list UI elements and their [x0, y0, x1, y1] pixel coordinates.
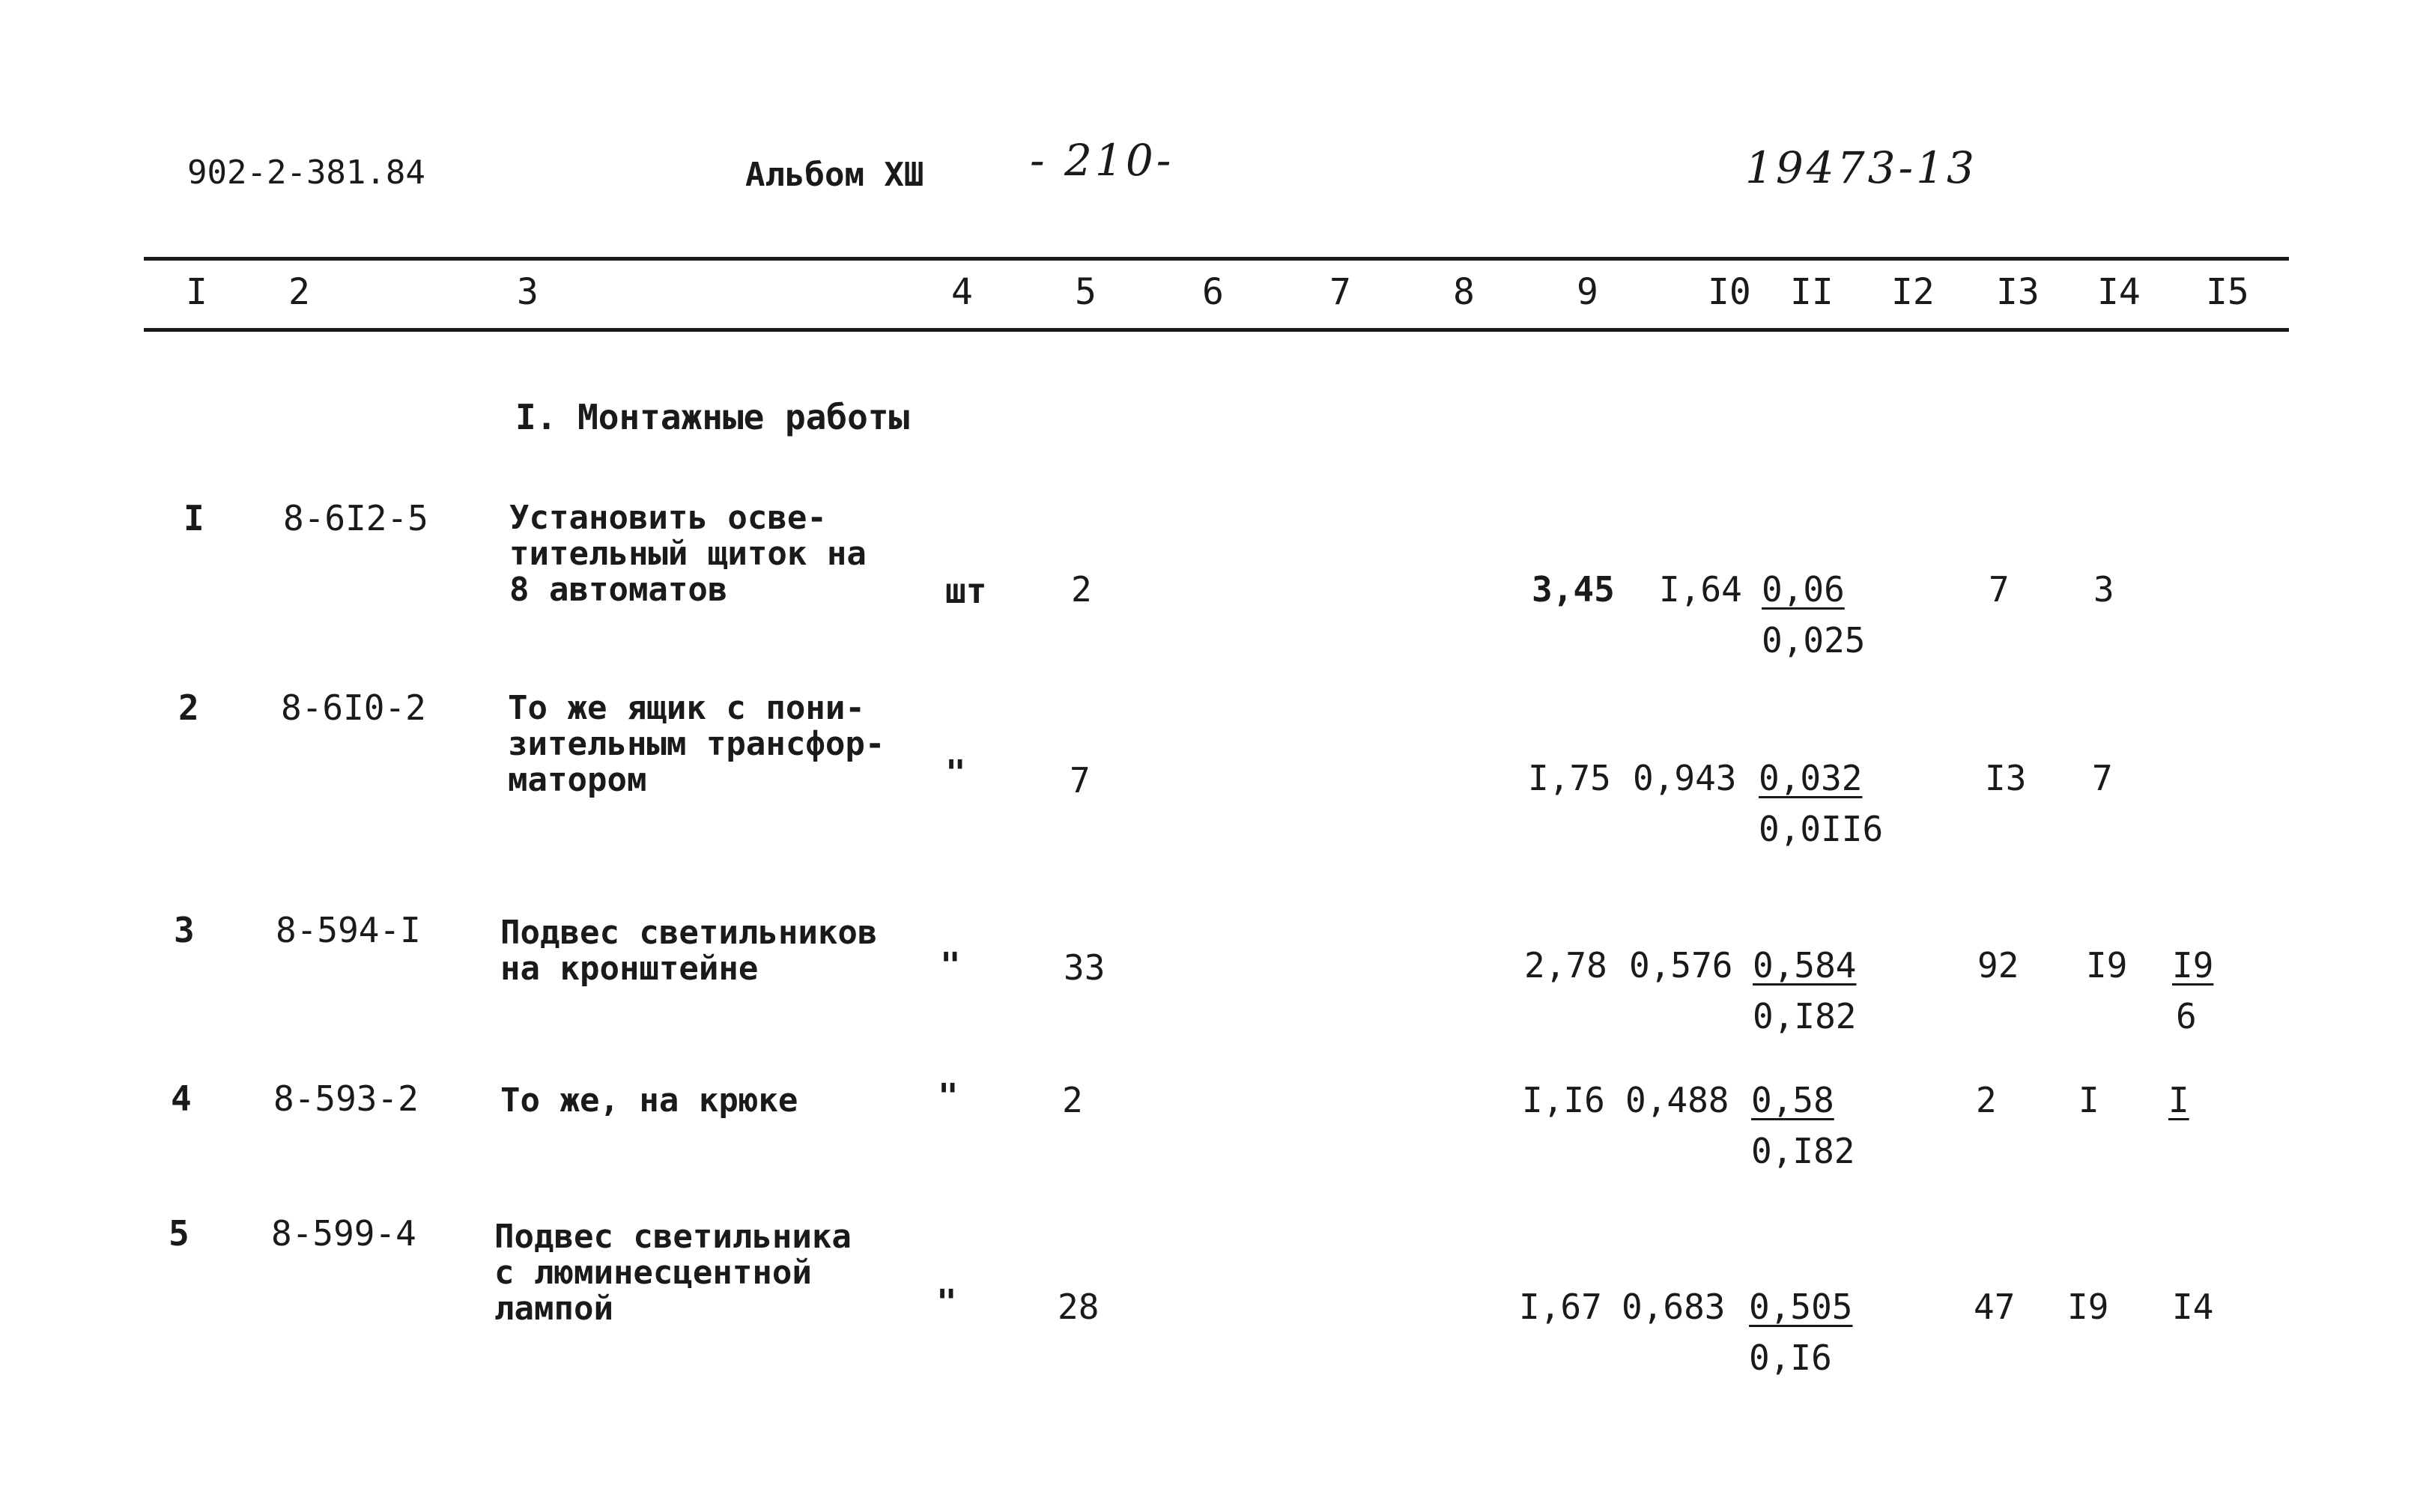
quantity: 33 [1064, 947, 1106, 988]
row-number: 3 [174, 910, 195, 950]
unit: " [936, 1282, 957, 1323]
column-header: I5 [2206, 271, 2249, 313]
col10-value: 0,576 [1629, 945, 1733, 986]
col11-numerator: 0,58 [1751, 1080, 1834, 1120]
col11-denominator: 0,I82 [1751, 1131, 1855, 1171]
col11-denominator: 0,I82 [1753, 996, 1857, 1036]
column-header: II [1790, 271, 1834, 313]
norm-code: 8-594-I [276, 910, 421, 950]
unit: шт [945, 571, 987, 611]
column-header: I4 [2097, 271, 2141, 313]
column-header: 8 [1453, 271, 1475, 313]
unit: " [945, 753, 966, 793]
row-number: 2 [178, 687, 199, 728]
column-header: 2 [288, 271, 310, 313]
norm-code: 8-6I2-5 [283, 498, 428, 538]
header-rule-top [144, 257, 2289, 261]
column-header: I0 [1708, 271, 1751, 313]
column-header: 4 [951, 271, 973, 313]
col9-value: I,75 [1528, 758, 1611, 798]
col11-numerator: 0,06 [1762, 569, 1845, 610]
norm-code: 8-599-4 [271, 1213, 416, 1254]
page-number: - 210- [1030, 135, 1174, 186]
col15-value: I4 [2172, 1287, 2214, 1327]
col11-numerator: 0,505 [1749, 1287, 1853, 1327]
col11-denominator: 0,0II6 [1759, 809, 1884, 849]
col10-value: 0,943 [1633, 758, 1737, 798]
work-description: Подвес светильника с люминесцентной лампой [494, 1218, 852, 1328]
work-description: Установить осве- тительный щиток на 8 автоматов [509, 499, 867, 609]
column-header: I [186, 271, 207, 313]
norm-code: 8-593-2 [273, 1078, 419, 1119]
work-description: Подвес светильников на кронштейне [500, 914, 878, 988]
col14-value: I9 [2067, 1287, 2109, 1327]
col13-value: 47 [1974, 1287, 2016, 1327]
col14-value: 3 [2093, 569, 2114, 610]
column-header: 6 [1202, 271, 1224, 313]
work-description: То же ящик с пони- зительным трансфор- матором [508, 689, 885, 799]
column-header: 9 [1577, 271, 1598, 313]
header-rule-bottom [144, 328, 2289, 332]
col13-value: 92 [1977, 945, 2019, 986]
row-number: I [184, 498, 204, 538]
col15-denominator: 6 [2176, 996, 2197, 1036]
quantity: 28 [1058, 1287, 1100, 1327]
column-header: 5 [1075, 271, 1097, 313]
doc-code: 902-2-381.84 [187, 154, 425, 192]
row-number: 5 [169, 1213, 189, 1254]
album-label: Альбом ХШ [745, 156, 924, 194]
quantity: 2 [1071, 569, 1092, 610]
col14-value: I9 [2086, 945, 2128, 986]
col10-value: 0,488 [1625, 1080, 1729, 1120]
col9-value: I,I6 [1522, 1080, 1605, 1120]
column-header: I3 [1996, 271, 2040, 313]
col9-value: 2,78 [1524, 945, 1607, 986]
col9-value: 3,45 [1532, 569, 1615, 610]
col10-value: I,64 [1659, 569, 1742, 610]
unit: " [938, 1076, 959, 1117]
work-description: То же, на крюке [500, 1081, 798, 1120]
column-header: I2 [1891, 271, 1935, 313]
col15-numerator: I9 [2172, 945, 2214, 986]
section-title: I. Монтажные работы [515, 397, 910, 437]
col14-value: 7 [2092, 758, 2113, 798]
norm-code: 8-6I0-2 [281, 687, 426, 728]
col13-value: I3 [1985, 758, 2027, 798]
handwritten-code: 19473-13 [1745, 142, 1977, 193]
col11-denominator: 0,I6 [1749, 1338, 1832, 1378]
col15-numerator: I [2168, 1080, 2189, 1120]
col11-denominator: 0,025 [1762, 620, 1866, 661]
col9-value: I,67 [1519, 1287, 1602, 1327]
col13-value: 7 [1989, 569, 2010, 610]
col11-numerator: 0,584 [1753, 945, 1857, 986]
column-header: 7 [1329, 271, 1351, 313]
column-header: 3 [517, 271, 539, 313]
col14-value: I [2078, 1080, 2099, 1120]
quantity: 2 [1062, 1080, 1083, 1120]
unit: " [940, 945, 961, 986]
col13-value: 2 [1976, 1080, 1997, 1120]
col10-value: 0,683 [1622, 1287, 1726, 1327]
quantity: 7 [1070, 760, 1091, 801]
row-number: 4 [171, 1078, 192, 1119]
col11-numerator: 0,032 [1759, 758, 1863, 798]
